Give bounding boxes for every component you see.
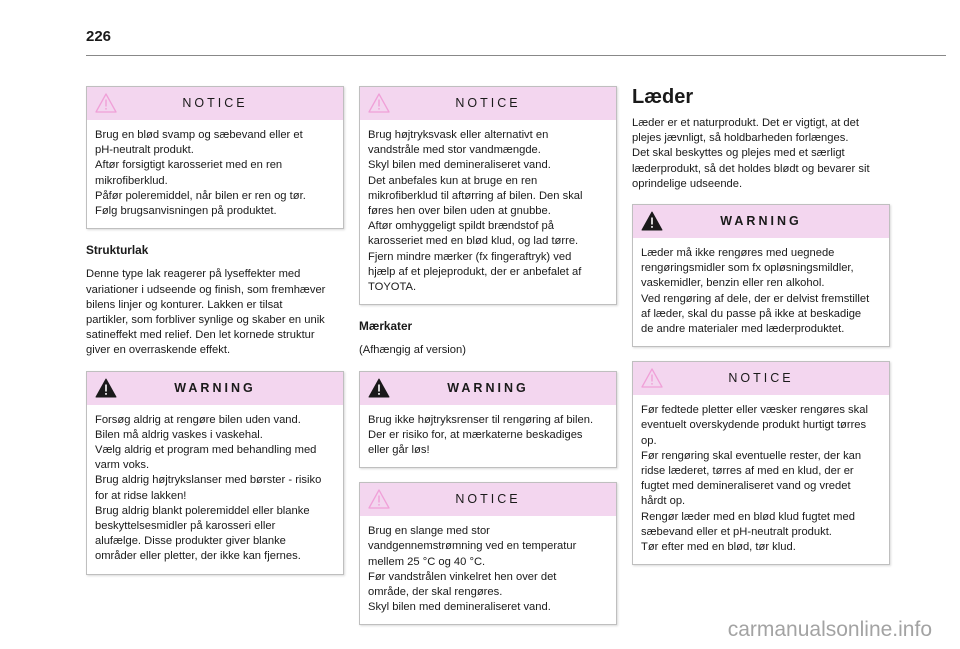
paragraph-line: giver en overraskende effekt. xyxy=(86,344,231,357)
notice-line: vandgennemstrømning ved en temperatur xyxy=(368,540,577,553)
paragraph-line: Denne type lak reagerer på lyseffekter med xyxy=(86,268,301,281)
warning-header xyxy=(360,372,616,405)
notice-title: NOTICE xyxy=(455,95,521,110)
notice-line: føres hen over bilen uden at gnubbe. xyxy=(368,205,551,218)
warning-line: beskyttelsesmidler på karosseri eller xyxy=(95,520,276,533)
notice-box xyxy=(632,361,890,565)
notice-line: mellem 25 °C og 40 °C. xyxy=(368,555,486,568)
section-heading: Mærkater xyxy=(359,319,413,334)
notice-line: pH-neutralt produkt. xyxy=(95,144,194,157)
warning-body xyxy=(360,405,616,468)
notice-line: TOYOTA. xyxy=(368,281,417,294)
notice-box xyxy=(86,86,344,229)
notice-line: Aftør omhyggeligt spildt brændstof på xyxy=(368,220,554,233)
notice-body xyxy=(360,516,616,624)
paragraph-line: læderprodukt, så det holdes blødt og bevarer sit xyxy=(632,162,870,175)
column-1 xyxy=(86,86,344,589)
notice-box xyxy=(359,482,617,625)
notice-line: ridse læderet, tørres af med en klud, der er xyxy=(641,465,854,478)
notice-box xyxy=(359,86,617,305)
paragraph-line: oprindelige udseende. xyxy=(632,177,743,190)
warning-line: eller går løs! xyxy=(368,444,430,457)
warning-line: Ved rengøring af dele, der er delvist fremstillet xyxy=(641,292,870,305)
warning-title: WARNING xyxy=(447,380,529,395)
section-title: Læder xyxy=(632,86,694,108)
warning-body xyxy=(87,405,343,574)
notice-triangle-icon xyxy=(368,489,390,509)
warning-triangle-icon xyxy=(641,211,663,231)
section-heading: Strukturlak xyxy=(86,243,149,258)
notice-line: Tør efter med en blød, tør klud. xyxy=(641,541,796,554)
warning-line: for at ridse lakken! xyxy=(95,489,187,502)
column-3 xyxy=(632,86,890,579)
notice-title: NOTICE xyxy=(728,371,794,386)
paragraph-line: partikler, som forbliver synlige og skaber en unik xyxy=(86,314,325,327)
warning-box xyxy=(86,371,344,575)
warning-line: af læder, skal du passe på ikke at beskadige xyxy=(641,307,862,320)
notice-line: Påfør poleremiddel, når bilen er ren og tør. xyxy=(95,189,306,202)
warning-line: Brug ikke højtryksrenser til rengøring af bilen. xyxy=(368,413,594,426)
notice-line: Før vandstrålen vinkelret hen over det xyxy=(368,570,557,583)
notice-line: karosseriet med en blød klud, og lad tørre. xyxy=(368,235,579,248)
notice-line: Rengør læder med en blød klud fugtet med xyxy=(641,510,855,523)
warning-triangle-icon xyxy=(368,378,390,398)
notice-triangle-icon xyxy=(641,368,663,388)
warning-line: Forsøg aldrig at rengøre bilen uden vand. xyxy=(95,413,301,426)
notice-line: op. xyxy=(641,434,657,447)
warning-line: de andre materialer med læderproduktet. xyxy=(641,323,845,336)
header-rule xyxy=(86,55,946,56)
notice-line: Det anbefales kun at bruge en ren xyxy=(368,174,538,187)
warning-body xyxy=(633,238,889,346)
notice-line: Brug en slange med stor xyxy=(368,525,490,538)
notice-line: vandstråle med stor vandmængde. xyxy=(368,144,541,157)
warning-line: varm voks. xyxy=(95,459,150,472)
column-2 xyxy=(359,86,617,639)
section-subtext: (Afhængig af version) xyxy=(359,344,466,357)
notice-line: mikrofiberklud. xyxy=(95,174,168,187)
notice-line: fugtet med demineraliseret vand og vredet xyxy=(641,480,851,493)
paragraph-line: variationer i udseende og finish, som fremhæver xyxy=(86,283,326,296)
paragraph-line: bilens linjer og konturer. Lakken er tilsat xyxy=(86,298,283,311)
notice-line: område, der skal rengøres. xyxy=(368,586,503,599)
notice-line: Skyl bilen med demineraliseret vand. xyxy=(368,159,551,172)
notice-line: hjælp af et plejeprodukt, der er anbefalet af xyxy=(368,265,582,278)
warning-header xyxy=(87,372,343,405)
notice-body xyxy=(633,395,889,564)
notice-header xyxy=(360,483,616,516)
warning-line: Bilen må aldrig vaskes i vaskehal. xyxy=(95,428,263,441)
notice-header xyxy=(633,362,889,395)
notice-line: Før rengøring skal eventuelle rester, der kan xyxy=(641,449,862,462)
paragraph-line: Det skal beskyttes og plejes med et særligt xyxy=(632,147,845,160)
notice-triangle-icon xyxy=(368,93,390,113)
warning-line: Brug aldrig blankt poleremiddel eller blanke xyxy=(95,504,310,517)
notice-line: eventuelt overskydende produkt hurtigt tørres xyxy=(641,419,867,432)
notice-body xyxy=(360,120,616,304)
warning-title: WARNING xyxy=(174,380,256,395)
warning-line: Der er risiko for, at mærkaterne beskadiges xyxy=(368,428,583,441)
notice-line: Aftør forsigtigt karosseriet med en ren xyxy=(95,159,283,172)
notice-line: Brug højtryksvask eller alternativt en xyxy=(368,129,549,141)
notice-header xyxy=(87,87,343,120)
section-paragraph xyxy=(632,116,890,192)
paragraph-line: satineffekt med relief. Den let kornede struktur xyxy=(86,329,315,342)
warning-line: rengøringsmidler som fx opløsningsmildler, xyxy=(641,262,854,275)
section-paragraph xyxy=(86,267,344,358)
warning-header xyxy=(633,205,889,238)
notice-triangle-icon xyxy=(95,93,117,113)
paragraph-line: Læder er et naturprodukt. Det er vigtigt, at det xyxy=(632,117,859,129)
warning-box xyxy=(359,371,617,469)
warning-line: Brug aldrig højtrykslanser med børster - risiko xyxy=(95,474,322,487)
notice-line: Fjern mindre mærker (fx fingeraftryk) ved xyxy=(368,250,572,263)
notice-line: mikrofiberklud til aftørring af bilen. Den skal xyxy=(368,189,583,202)
notice-body xyxy=(87,120,343,228)
notice-line: hårdt op. xyxy=(641,495,686,508)
notice-title: NOTICE xyxy=(182,95,248,110)
warning-line: Læder må ikke rengøres med uegnede xyxy=(641,247,835,260)
notice-title: NOTICE xyxy=(455,492,521,507)
notice-line: sæbevand eller et pH-neutralt produkt. xyxy=(641,525,832,538)
page-number: 226 xyxy=(86,28,112,45)
notice-line: Før fedtede pletter eller væsker rengøres skal xyxy=(641,404,868,417)
notice-header xyxy=(360,87,616,120)
paragraph-line: plejes jævnligt, så holdbarheden forlænges. xyxy=(632,132,849,145)
warning-line: områder eller pletter, der ikke kan fjernes. xyxy=(95,550,301,563)
warning-line: vaskemidler, benzin eller ren alkohol. xyxy=(641,277,825,290)
notice-line: Følg brugsanvisningen på produktet. xyxy=(95,205,277,218)
warning-line: alufælge. Disse produkter giver blanke xyxy=(95,535,286,548)
notice-line: Skyl bilen med demineraliseret vand. xyxy=(368,601,551,614)
notice-line: Brug en blød svamp og sæbevand eller et xyxy=(95,129,303,141)
warning-title: WARNING xyxy=(720,213,802,228)
watermark: carmanualsonline.info xyxy=(727,618,932,641)
warning-box xyxy=(632,204,890,347)
warning-triangle-icon xyxy=(95,378,117,398)
warning-line: Vælg aldrig et program med behandling med xyxy=(95,444,317,457)
